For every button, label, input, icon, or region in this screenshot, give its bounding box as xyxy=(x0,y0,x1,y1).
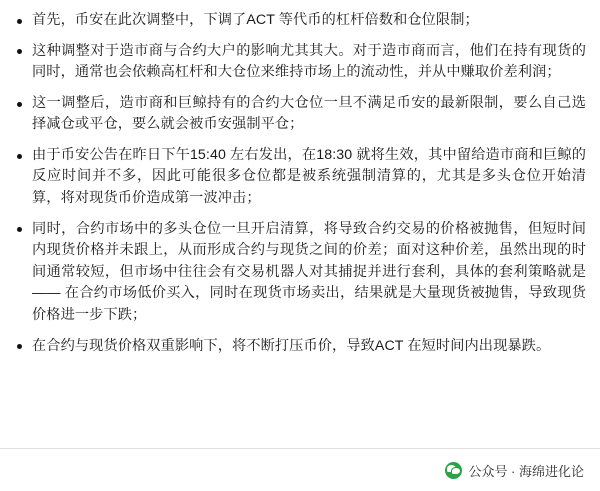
list-item xyxy=(14,93,586,136)
list-item-text: 首先，币安在此次调整中，下调了ACT 等代币的杠杆倍数和仓位限制； xyxy=(32,12,479,28)
footer-attribution xyxy=(445,461,584,480)
bullet-list xyxy=(14,10,586,357)
bullet-dot-icon xyxy=(17,49,22,54)
footer-bar xyxy=(0,448,600,491)
bullet-dot-icon xyxy=(17,154,22,159)
bullet-dot-icon xyxy=(17,19,22,24)
list-item-text: 在合约与现货价格双重影响下，将不断打压币价，导致ACT 在短时间内出现暴跌。 xyxy=(32,337,551,354)
list-item-text: 同时，合约市场中的多头仓位一旦开启清算，将导致合约交易的价格被抛售，但短时间内现货价格并未跟上，从而形成合约与现货之间的价差；面对这种价差，虽然出现的时间通常较短，但市场中往往会有交易机器人对其捕捉并进行套利，具体的套利策略就是—— 在合约市场低价买入，同时在现货市场卖出，结果就是大量现货被抛售，导致现货价格进一步下跌； xyxy=(32,220,586,323)
bullet-dot-icon xyxy=(17,102,22,107)
footer-text: 公众号 · 海绵进化论 xyxy=(468,463,584,479)
list-item xyxy=(14,145,586,210)
list-item-text: 这一调整后，造市商和巨鲸持有的合约大仓位一旦不满足币安的最新限制，要么自己选择减仓或平仓，要么就会被币安强制平仓； xyxy=(32,94,586,133)
list-item xyxy=(14,10,586,32)
list-item xyxy=(14,41,586,84)
wechat-icon xyxy=(445,462,462,479)
list-item xyxy=(14,219,586,327)
bullet-dot-icon xyxy=(17,344,22,349)
list-item-text: 这种调整对于造市商与合约大户的影响尤其其大。对于造市商而言，他们在持有现货的同时，通常也会依赖高杠杆和大仓位来维持市场上的流动性，并从中赚取价差利润； xyxy=(32,42,586,81)
list-item-text: 由于币安公告在昨日下午15:40 左右发出，在18:30 就将生效，其中留给造市商和巨鲸的反应时间并不多，因此可能很多仓位都是被系统强制清算的，尤其是多头仓位开始清算，将对现货币价造成第一波冲击； xyxy=(32,146,586,207)
bullet-dot-icon xyxy=(17,227,22,232)
list-item xyxy=(14,336,586,358)
